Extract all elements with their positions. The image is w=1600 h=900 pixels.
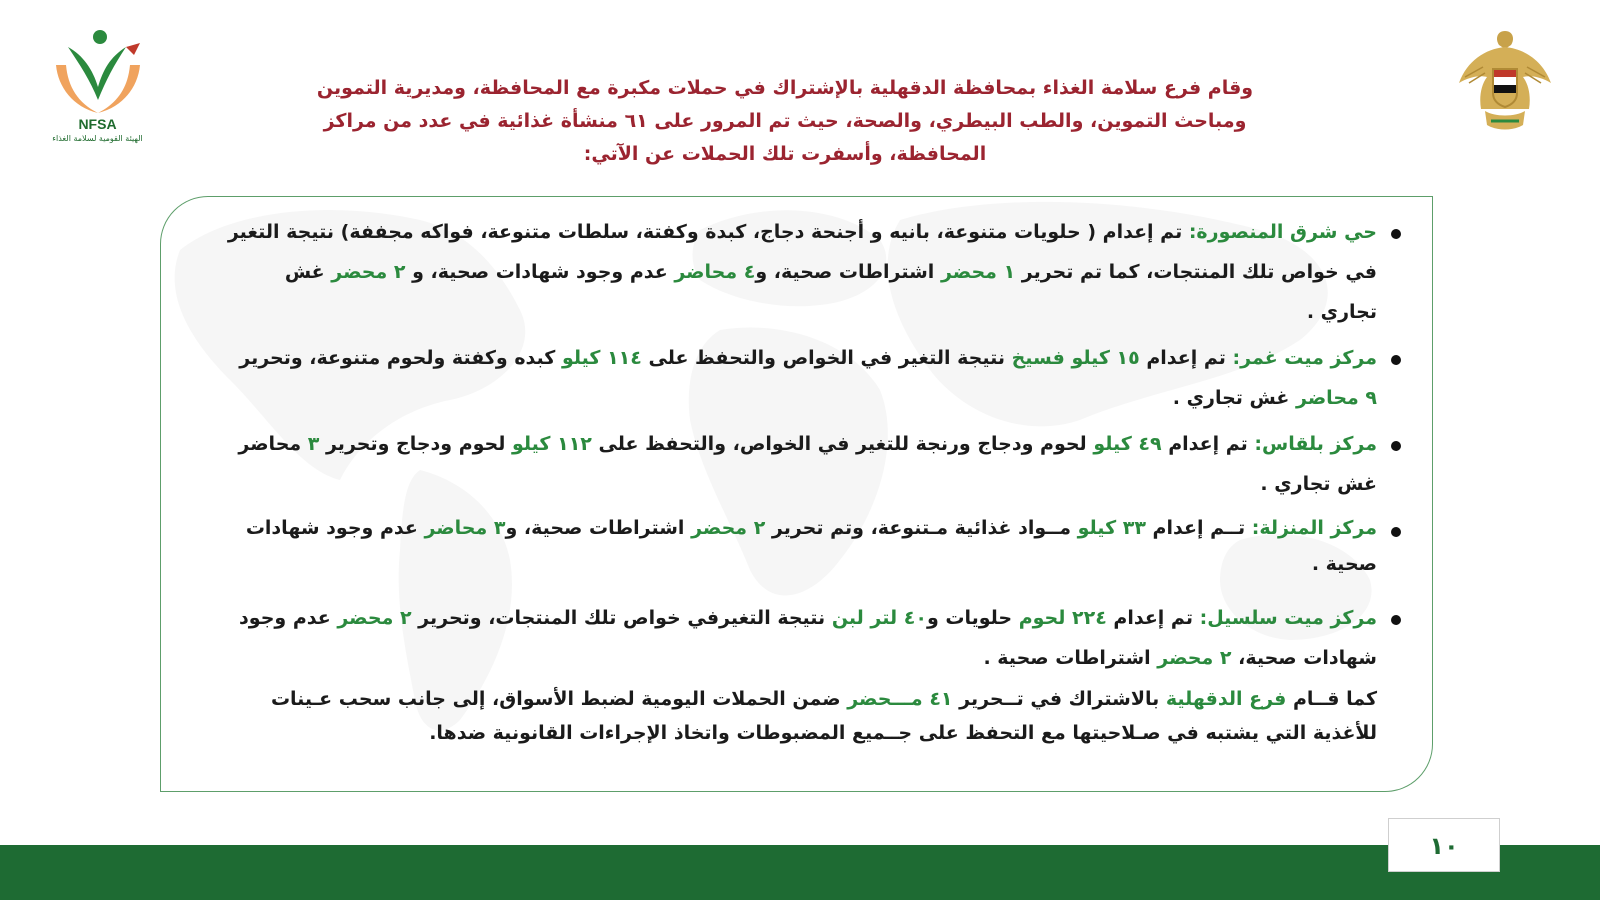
nfsa-logo	[40, 25, 155, 160]
item-label: مركز بلقاس:	[1254, 433, 1377, 455]
item-label: حي شرق المنصورة:	[1188, 221, 1377, 243]
page-number: ١٠	[1388, 818, 1500, 872]
list-item-mit-salsil: مركز ميت سلسيل: تم إعدام ٢٢٤ لحوم حلويات و٤٠ لتر لبن نتيجة التغيرفي خواص تلك المنتجات، وتحرير ٢ محضر عدم وجود شهادات صحية، ٢ محضر اشتراطات صحية .	[225, 598, 1405, 678]
list-item-mit-ghamr: مركز ميت غمر: تم إعدام ١٥ كيلو فسيخ نتيجة التغير في الخواص والتحفظ على ١١٤ كيلو كبده وكفتة ولحوم متنوعة، وتحرير ٩ محاضر غش تجاري .	[225, 338, 1405, 418]
item-label: مركز المنزلة:	[1251, 517, 1377, 539]
intro-paragraph	[230, 72, 1340, 171]
intro-line-2: ومباحث التموين، والطب البيطري، والصحة، حيث تم المرور على ٦١ منشأة غذائية في عدد من مراكز	[323, 110, 1247, 132]
nfsa-abbreviation: NFSA	[78, 116, 117, 132]
footer-bar	[0, 845, 1600, 900]
eagle-emblem-icon	[1455, 25, 1555, 153]
intro-line-3: المحافظة، وأسفرت تلك الحملات عن الآتي:	[583, 143, 987, 165]
list-item-east-mansoura: حي شرق المنصورة: تم إعدام ( حلويات متنوعة، بانيه و أجنحة دجاج، كبدة وكفتة، سلطات متنوعة، فواكه مجففة) نتيجة التغير في خواص تلك المنتجات، كما تم تحرير ١ محضر اشتراطات صحية، و٤ محاضر عدم وجود شهادات صحية، و ٢ محضر غش تجاري .	[225, 212, 1405, 332]
nfsa-arabic-name: الهيئة القومية لسلامة الغذاء	[52, 134, 143, 143]
hands-leaf-logo-icon	[48, 25, 148, 120]
item-label: مركز ميت سلسيل:	[1199, 607, 1377, 629]
list-item-belqas: مركز بلقاس: تم إعدام ٤٩ كيلو لحوم ودجاج ورنجة للتغير في الخواص، والتحفظ على ١١٢ كيلو لحوم ودجاج وتحرير ٣ محاضر غش تجاري .	[225, 424, 1405, 504]
closing-paragraph: كما قــام فرع الدقهلية بالاشتراك في تــحرير ٤١ مـــحضر ضمن الحملات اليومية لضبط الأسواق، إلى جانب سحب عـينات للأغذية التي يشتبه في صـلاحيتها مع التحفظ على جــميع المضبوطات واتخاذ الإجراءات القانونية ضدها.	[270, 688, 1377, 744]
egypt-eagle-emblem	[1455, 25, 1555, 153]
list-item-manzala: مركز المنزلة: تــم إعدام ٣٣ كيلو مــواد غذائية مـتنوعة، وتم تحرير ٢ محضر اشتراطات صحية، و٣ محاضر عدم وجود شهادات صحية .	[225, 510, 1405, 582]
campaign-results-list	[225, 212, 1405, 750]
intro-line-1: وقام فرع سلامة الغذاء بمحافظة الدقهلية بالإشتراك في حملات مكبرة مع المحافظة، ومديرية التموين	[316, 77, 1254, 99]
item-label: مركز ميت غمر:	[1232, 347, 1377, 369]
